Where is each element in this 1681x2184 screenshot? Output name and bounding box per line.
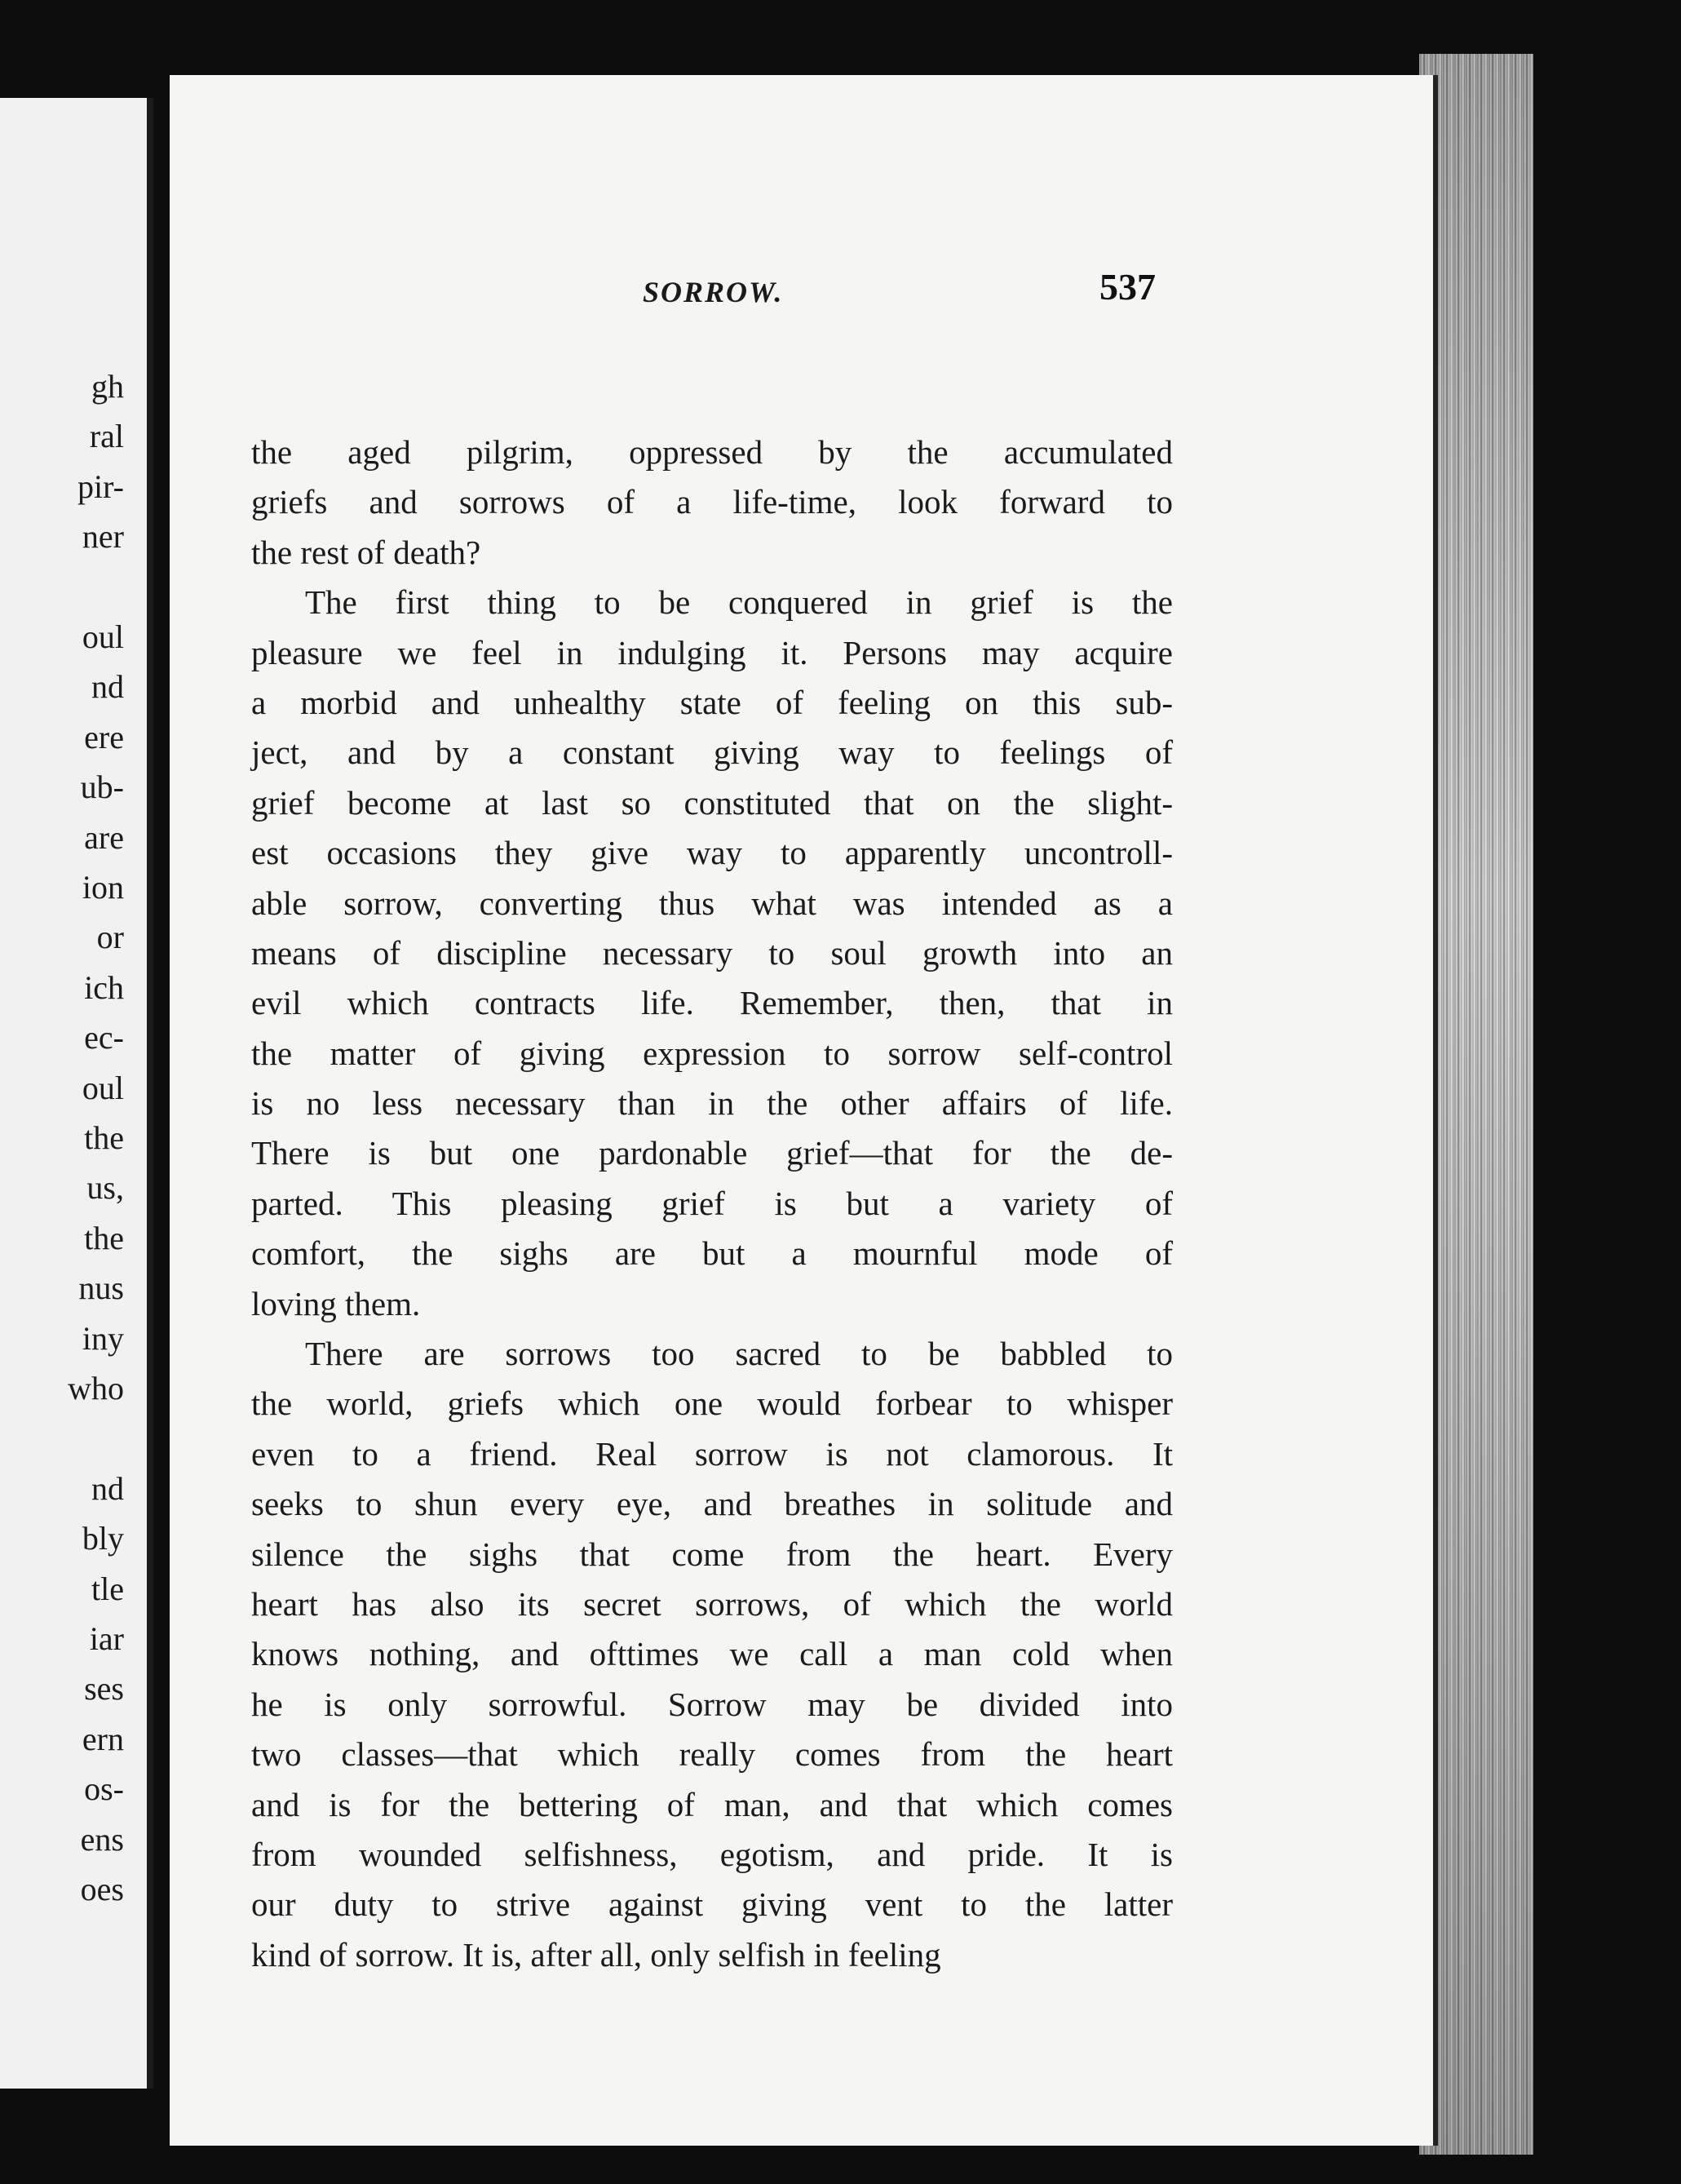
text-line: ject, and by a constant giving way to feelings of <box>251 733 1173 772</box>
facing-page-line: iar <box>89 1620 124 1657</box>
text-line: pleasure we feel in indulging it. Persons may acquire <box>251 633 1173 671</box>
facing-page-line: pir- <box>77 467 124 505</box>
text-line: from wounded selfishness, egotism, and pride. It is <box>251 1835 1173 1873</box>
text-line: comfort, the sighs are but a mournful mode of <box>251 1234 1173 1273</box>
text-line: able sorrow, converting thus what was intended as a <box>251 884 1173 922</box>
facing-page-line: bly <box>82 1520 124 1557</box>
facing-page-line: the <box>84 1219 124 1256</box>
facing-page-line: the <box>84 1119 124 1156</box>
text-line: two classes—that which really comes from the heart <box>251 1735 1173 1774</box>
text-line: loving them. <box>251 1284 421 1322</box>
page-number: 537 <box>1099 266 1156 308</box>
facing-page-line: gh <box>91 368 124 405</box>
facing-page-line: ses <box>84 1670 124 1708</box>
facing-page-line: ec- <box>84 1019 124 1057</box>
running-head <box>170 266 1438 324</box>
text-line: the world, griefs which one would forbear to whisper <box>251 1384 1173 1423</box>
facing-page-line: who <box>68 1370 124 1407</box>
text-line: evil which contracts life. Remember, then, that in <box>251 984 1173 1022</box>
facing-page-line: oul <box>82 1069 124 1106</box>
text-line: silence the sighs that come from the heart. Every <box>251 1535 1173 1573</box>
facing-page-line: are <box>84 818 124 856</box>
text-line: There is but one pardonable grief—that for the de- <box>251 1134 1173 1172</box>
text-line: griefs and sorrows of a life-time, look forward to <box>251 483 1173 521</box>
text-line: There are sorrows too sacred to be babbled to <box>305 1335 1173 1373</box>
facing-page-line: ner <box>82 518 124 556</box>
facing-page-line: nd <box>91 1469 124 1507</box>
facing-page-line: ich <box>84 968 124 1006</box>
facing-page-line: nus <box>78 1269 124 1307</box>
facing-page-line: ern <box>82 1720 124 1757</box>
facing-page-line: nd <box>91 668 124 706</box>
running-head-title: SORROW. <box>643 276 784 308</box>
text-line: and is for the bettering of man, and that which comes <box>251 1785 1173 1823</box>
facing-page-line: iny <box>82 1319 124 1357</box>
facing-page-line: ere <box>84 718 124 755</box>
text-line: the matter of giving expression to sorrow self-control <box>251 1034 1173 1072</box>
text-line: kind of sorrow. It is, after all, only selfish in feeling <box>251 1935 941 1974</box>
text-line: parted. This pleasing grief is but a variety of <box>251 1184 1173 1222</box>
text-line: means of discipline necessary to soul growth into an <box>251 933 1173 972</box>
text-line: knows nothing, and ofttimes we call a man cold when <box>251 1635 1173 1673</box>
facing-page-line: ub- <box>80 769 124 806</box>
facing-page-line: us, <box>86 1169 124 1207</box>
text-line: the rest of death? <box>251 533 481 571</box>
text-line: a morbid and unhealthy state of feeling on this sub- <box>251 683 1173 721</box>
text-line: the aged pilgrim, oppressed by the accumulated <box>251 433 1173 471</box>
body-text <box>251 427 1173 1980</box>
facing-page-fragment <box>0 98 153 2089</box>
text-line: seeks to shun every eye, and breathes in solitude and <box>251 1485 1173 1523</box>
facing-page-line: tle <box>91 1570 124 1607</box>
text-line: he is only sorrowful. Sorrow may be divided into <box>251 1685 1173 1723</box>
facing-page-line: ion <box>82 869 124 906</box>
text-line: even to a friend. Real sorrow is not clamorous. It <box>251 1434 1173 1473</box>
facing-page-line: oul <box>82 618 124 655</box>
book-page <box>170 75 1438 2146</box>
text-line: our duty to strive against giving vent to the latter <box>251 1885 1173 1924</box>
text-line: The first thing to be conquered in grief is the <box>305 583 1173 622</box>
text-line: est occasions they give way to apparently uncontroll- <box>251 834 1173 872</box>
text-line: heart has also its secret sorrows, of which the world <box>251 1584 1173 1623</box>
text-line: grief become at last so constituted that on the slight- <box>251 783 1173 822</box>
facing-page-line: os- <box>84 1770 124 1808</box>
facing-page-line: oes <box>80 1871 124 1907</box>
facing-page-line: ens <box>80 1820 124 1858</box>
facing-page-line: or <box>96 919 124 956</box>
facing-page-line: ral <box>89 418 124 455</box>
text-line: is no less necessary than in the other affairs of life. <box>251 1084 1173 1123</box>
